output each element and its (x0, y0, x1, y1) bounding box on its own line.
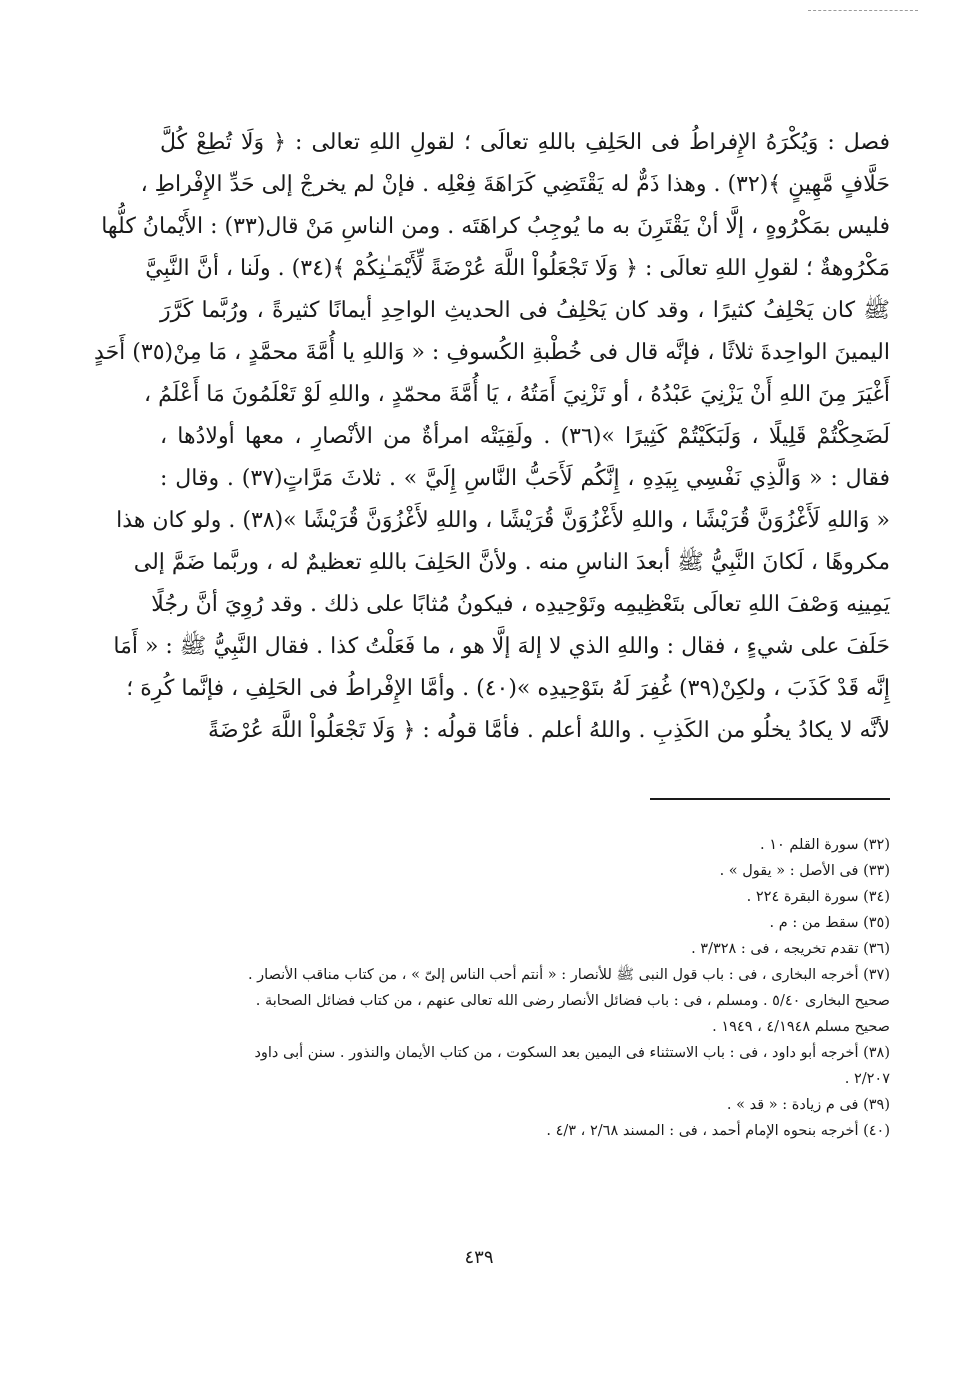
text-line: لأنَّه لا يكادُ يخلُو من الكَذِبِ . واللهُ أعلم . فأمَّا قولُه : ﴿ وَلَا تَجْعَلُواْ اللَّهَ عُرْضَةً (208, 718, 890, 743)
footnote: (٤٠) أخرجه بنحوه الإمام أحمد ، فى : المسند ٢/٦٨ ، ٤/٣ . (546, 1123, 890, 1139)
footnote: (٣٣) فى الأصل : « يقول » . (719, 863, 890, 879)
text-line: مكروهًا ، لَكانَ النَّبِيُّ ﷺ أبعدَ الناسِ منه . ولأنَّ الحَلِفَ باللهِ تعظيمٌ له ، وربَّما ضَمَّ إلى (133, 550, 890, 575)
text-line: أَغْيَرَ مِنَ اللهِ أَنْ يَزْنِيَ عَبْدُهُ ، أو تَزْنِيَ أَمَتُهُ ، يَا أُمَّةَ محمّدٍ ، واللهِ لَوْ تَعْلَمُونَ مَا أَعْلَمُ ، (144, 382, 890, 407)
text-line: لَضَحِكْتُمْ قَلِيلًا ، وَلَبَكَيْتُمْ كَثِيرًا »(٣٦) . ولَقِيَتْه امرأةٌ من الأنْصارِ ، معها أولادُها ، (160, 424, 890, 449)
text-line: « وَاللهِ لَأَغْزُوَنَّ قُرَيْشًا ، واللهِ لأَغْزُوَنَّ قُرَيْشًا ، واللهِ لأَغْزُوَنَّ قُرَيْشًا »(٣٨) . ولو كان هذا (116, 508, 890, 533)
footnote: (٣٨) أخرجه أبو داود ، فى : باب الاستثناء فى اليمين بعد السكوت ، من كتاب الأيمان والنذور . سنن أبى داود (254, 1045, 890, 1061)
text-line: فقال : « وَالَّذِي نَفْسِي بِيَدِهِ ، إِنَّكُم لَأَحَبُّ النَّاسِ إِلَيَّ » . ثلاثَ مَرَّاتٍ(٣٧) . وقال : (160, 466, 890, 491)
text-line: اليمينَ الواحِدةَ ثلاثًا ، فإنَّه قال فى خُطْبةِ الكُسوفِ : « وَاللهِ يا أُمَّةَ محمَّدٍ ، مَا مِنْ(٣٥) أَحَدٍ (94, 340, 890, 365)
footnote-divider (650, 798, 890, 800)
page-number: ٤٣٩ (464, 1247, 494, 1268)
footnote: (٣٢) سورة القلم ١٠ . (759, 837, 890, 853)
text-line: إِنَّه قَدْ كَذَبَ ، ولكِنْ(٣٩) غُفِرَ لَهُ بتَوْحِيدِه »(٤٠) . وأمَّا الإِفْراطُ فى الحَلِفِ ، فإنَّما كُرِهَ ؛ (126, 676, 890, 701)
footnote-continuation: ٢/٢٠٧ . (844, 1071, 890, 1087)
footnotes (160, 832, 890, 1144)
footnote: (٣٩) فى م زيادة : « قد » . (726, 1097, 890, 1113)
text-line: يَمِينِه وَصْفَ اللهِ تعالَى بتَعْظِيمِه وتَوْحِيدِه ، فيكونُ مُثابًا على ذلك . وقد رُوِيَ أنَّ رجُلًا (151, 592, 890, 617)
text-line: فصل : وَيُكْرَهُ الإِفراطُ فى الحَلِفِ باللهِ تعالَى ؛ لقولِ اللهِ تعالى : ﴿ وَلَا تُطِعْ كُلَّ (160, 130, 890, 155)
footnote-continuation: صحيح البخارى ٥/٤٠ . ومسلم ، فى : باب فضائل الأنصار رضى الله تعالى عنهم ، من كتاب فضائل الصحابة . (255, 993, 890, 1009)
text-line: حَلَفَ على شيءٍ ، فقال : واللهِ الذي لا إلهَ إلَّا هو ، ما فَعَلْتُ كذا . فقال النَّبِيُّ ﷺ : « أَمَا (113, 634, 890, 659)
footnote: (٣٧) أخرجه البخارى ، فى : باب قول النبى ﷺ للأنصار : « أنتم أحب الناس إلىّ » ، من كتاب مناقب الأنصار . (247, 967, 890, 983)
text-line: ﷺ كان يَحْلِفُ كثيرًا ، وقد كان يَحْلِفُ فى الحديثِ الواحِدِ أيمانًا كثيرةً ، ورُبَّما كَرَّرَ (160, 298, 890, 323)
top-rule (808, 10, 918, 11)
text-line: فليس بمَكْرُوهٍ ، إلَّا أنْ يَقْتَرِنَ به ما يُوجِبُ كراهَتَه . ومن الناسِ مَنْ قال(٣٣) : الأَيْمانُ كلُّها (101, 214, 890, 239)
footnote: (٣٦) تقدم تخريجه ، فى : ٣/٣٢٨ . (691, 941, 890, 957)
text-line: حَلَّافٍ مَّهِينٍ ﴾(٣٢) . وهذا ذَمٌّ له يَقْتَضِي كَرَاهَةَ فِعْلِه . فإنْ لم يخرجْ إلى حَدِّ الإِفْراطِ ، (140, 172, 890, 197)
main-text (94, 122, 890, 752)
footnote-continuation: صحيح مسلم ٤/١٩٤٨ ، ١٩٤٩ . (712, 1019, 890, 1035)
text-line: مَكْرُوهةٌ ؛ لقولِ اللهِ تعالَى : ﴿ وَلَا تَجْعَلُواْ اللَّهَ عُرْضَةً لِّأَيْمَـٰنِكُمْ ﴾(٣٤) . ولَنا ، أنَّ النَّبِيَّ (145, 256, 890, 281)
footnote: (٣٤) سورة البقرة ٢٢٤ . (746, 889, 890, 905)
footnote: (٣٥) سقط من : م . (769, 915, 890, 931)
